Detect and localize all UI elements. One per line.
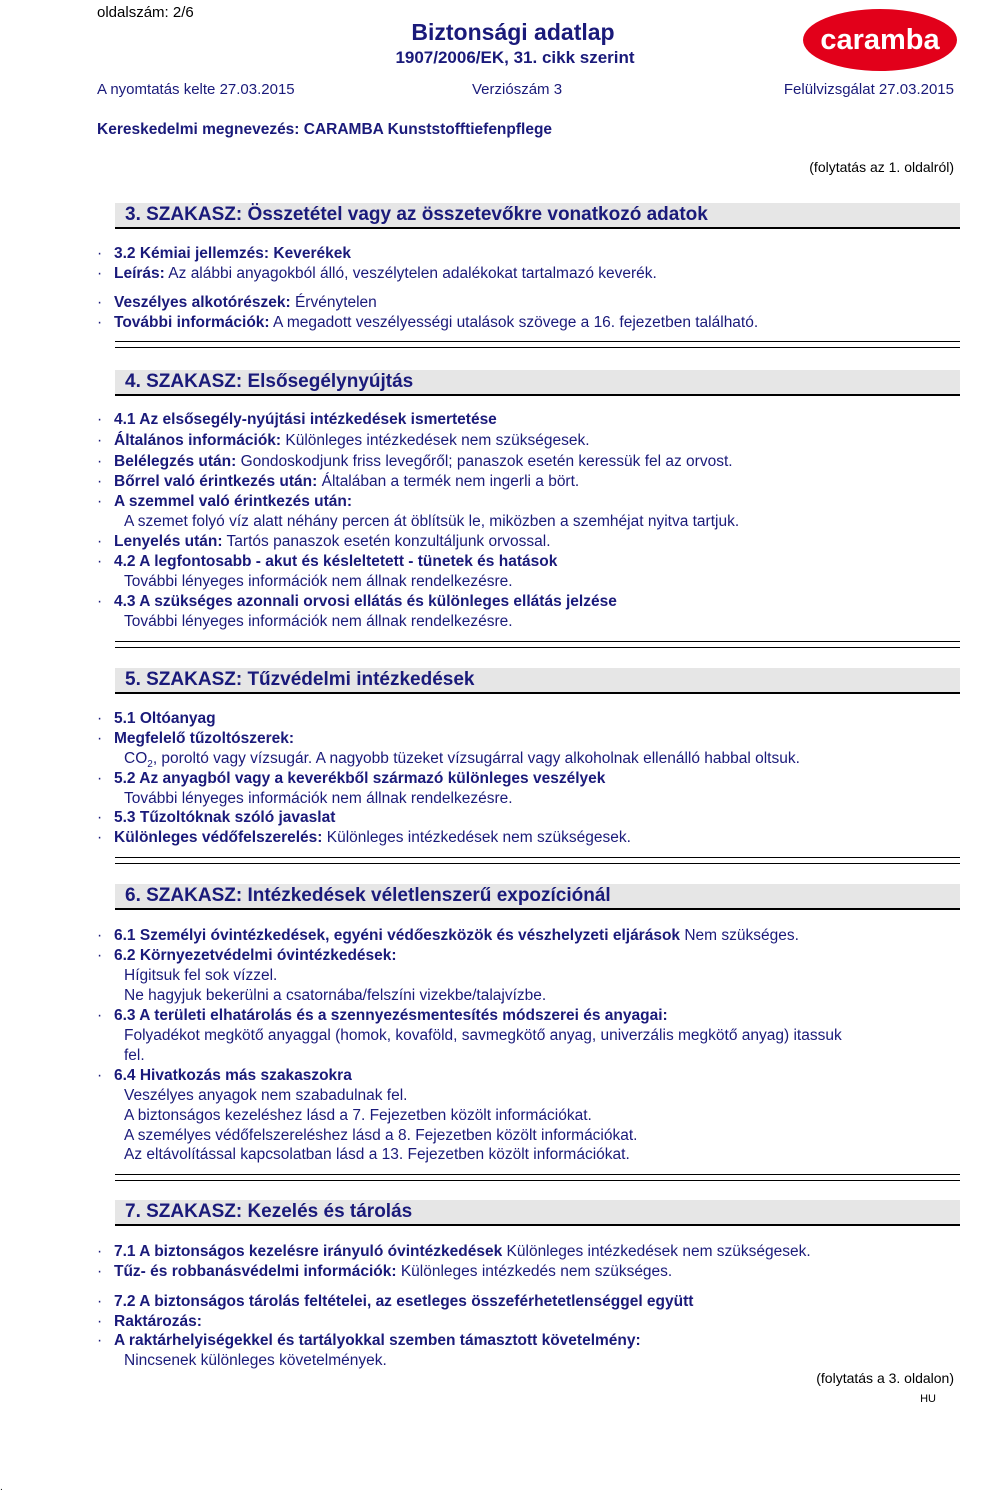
s3-line-4: ·További információk: A megadott veszélyességi utalások szövege a 16. fejezetben található. (97, 313, 957, 333)
s4-line-3: ·Belélegzés után: Gondoskodjunk friss levegőről; panaszok esetén keressük fel az orvost. (97, 452, 957, 472)
s4-line-1: ·4.1 Az elsősegély-nyújtási intézkedések ismertetése (97, 410, 957, 430)
divider (115, 857, 960, 858)
s6-line-2-text-1: Hígitsuk fel sok vízzel. (124, 967, 278, 984)
divider (115, 1174, 960, 1175)
s3-line-2: ·Leírás: Az alábbi anyagokból álló, veszélytelen adalékokat tartalmazó keverék. (97, 264, 957, 284)
s6-line-1: ·6.1 Személyi óvintézkedések, egyéni védőeszközök és vészhelyzeti eljárások Nem szükséges. (97, 926, 957, 946)
s7-line-2: ·Tűz- és robbanásvédelmi információk: Különleges intézkedés nem szükséges. (97, 1262, 957, 1282)
divider (115, 341, 960, 342)
s4-line-2: ·Általános információk: Különleges intézkedések nem szükségesek. (97, 431, 957, 451)
s6-line-4-text-2: A biztonságos kezeléshez lásd a 7. Fejezetben közölt információkat. (124, 1107, 592, 1124)
divider (115, 1180, 960, 1181)
page-number: oldalszám: 2/6 (97, 4, 194, 21)
document-title: Biztonsági adatlap (411, 19, 615, 45)
s6-line-2-text-2: Ne hagyjuk bekerülni a csatornába/felszíni vizekbe/talajvízbe. (124, 987, 547, 1004)
s7-line-1: ·7.1 A biztonságos kezelésre irányuló óvintézkedések Különleges intézkedések nem szükségesek. (97, 1242, 957, 1262)
s7-line-4: ·Raktározás: (97, 1312, 957, 1332)
section-6-title: 6. SZAKASZ: Intézkedések véletlenszerű expozíciónál (125, 885, 611, 906)
s3-line-3: ·Veszélyes alkotórészek: Érvénytelen (97, 293, 957, 313)
regulation-subtitle: 1907/2006/EK, 31. cikk szerint (395, 48, 635, 67)
s7-line-3: ·7.2 A biztonságos tárolás feltételei, az esetleges összeférhetetlenséggel együtt (97, 1292, 957, 1312)
s6-line-4-text-4: Az eltávolítással kapcsolatban lásd a 13. Fejezetben közölt információkat. (124, 1146, 630, 1163)
s5-line-1: ·5.1 Oltóanyag (97, 709, 957, 729)
continued-on: (folytatás a 3. oldalon) (816, 1370, 954, 1386)
logo-text: caramba (820, 24, 940, 56)
s4-line-6: ·Lenyelés után: Tartós panaszok esetén konzultáljunk orvossal. (97, 532, 957, 552)
trade-name: Kereskedelmi megnevezés: CARAMBA Kunststofftiefenpflege (97, 121, 553, 138)
page-mark: . (0, 1482, 3, 1493)
section-6-header (115, 884, 960, 910)
section-7-title: 7. SZAKASZ: Kezelés és tárolás (125, 1201, 413, 1222)
s3-line-1: ·3.2 Kémiai jellemzés: Keverékek (97, 244, 957, 264)
s4-line-5-text: A szemet folyó víz alatt néhány percen át öblítsük le, miközben a szemhéjat nyitva tartjuk. (124, 513, 740, 530)
s4-line-8: ·4.3 A szükséges azonnali orvosi ellátás és különleges ellátás jelzése (97, 592, 957, 612)
s4-line-4: ·Bőrrel való érintkezés után: Általában a termék nem ingerli a bört. (97, 472, 957, 492)
s5-line-4: ·5.2 Az anyagból vagy a keverékből származó különleges veszélyek (97, 769, 957, 789)
s7-line-5: ·A raktárhelyiségekkel és tartályokkal szemben támasztott követelmény: (97, 1331, 957, 1351)
language-code: HU (920, 1393, 936, 1405)
version: Verziószám 3 (472, 81, 563, 98)
divider (115, 647, 960, 648)
section-4-header (115, 370, 960, 396)
section-3-header (115, 203, 960, 229)
s7-line-5-text: Nincsenek különleges követelmények. (124, 1352, 387, 1369)
review-date: Felülvizsgálat 27.03.2015 (783, 81, 954, 98)
s6-line-4: ·6.4 Hivatkozás más szakaszokra (97, 1066, 957, 1086)
s5-line-3: $CO_2$, poroltó vagy vízsugár. A nagyobb tüzeket vízsugárral vagy alkoholnak ellenálló habbal oltsuk. (124, 750, 800, 771)
continued-from: (folytatás az 1. oldalról) (809, 159, 954, 175)
s6-line-4-text-1: Veszélyes anyagok nem szabadulnak fel. (124, 1087, 408, 1104)
s4-line-5: ·A szemmel való érintkezés után: (97, 492, 957, 512)
s6-line-2: ·6.2 Környezetvédelmi óvintézkedések: (97, 946, 957, 966)
s6-line-3-text-1: Folyadékot megkötő anyaggal (homok, kovaföld, savmegkötő anyag, univerzális megkötő anyag) itassuk (124, 1027, 842, 1044)
s6-line-4-text-3: A személyes védőfelszereléshez lásd a 8. Fejezetben közölt információkat. (124, 1127, 638, 1144)
s5-line-4-text: További lényeges információk nem állnak rendelkezésre. (124, 790, 513, 807)
section-7-header (115, 1200, 960, 1226)
page-header (0, 0, 960, 180)
divider (115, 641, 960, 642)
section-3-title: 3. SZAKASZ: Összetétel vagy az összetevőkre vonatkozó adatok (125, 204, 708, 225)
s5-line-2: ·Megfelelő tűzoltószerek: (97, 729, 957, 749)
s4-line-8-text: További lényeges információk nem állnak rendelkezésre. (124, 613, 513, 630)
print-date: A nyomtatás kelte 27.03.2015 (97, 81, 295, 98)
s5-line-6: ·Különleges védőfelszerelés: Különleges intézkedések nem szükségesek. (97, 828, 957, 848)
divider (115, 347, 960, 348)
s6-line-3-text-2: fel. (124, 1047, 145, 1064)
s4-line-7: ·4.2 A legfontosabb - akut és késleltetett - tünetek és hatások (97, 552, 957, 572)
section-5-header (115, 668, 960, 694)
divider (115, 863, 960, 864)
section-4-title: 4. SZAKASZ: Elsősegélynyújtás (125, 371, 414, 392)
s4-line-7-text: További lényeges információk nem állnak rendelkezésre. (124, 573, 513, 590)
caramba-logo (800, 3, 960, 73)
section-5-title: 5. SZAKASZ: Tűzvédelmi intézkedések (125, 669, 475, 690)
s6-line-3: ·6.3 A területi elhatárolás és a szennyezésmentesítés módszerei és anyagai: (97, 1006, 957, 1026)
s5-line-5: ·5.3 Tűzoltóknak szóló javaslat (97, 808, 957, 828)
